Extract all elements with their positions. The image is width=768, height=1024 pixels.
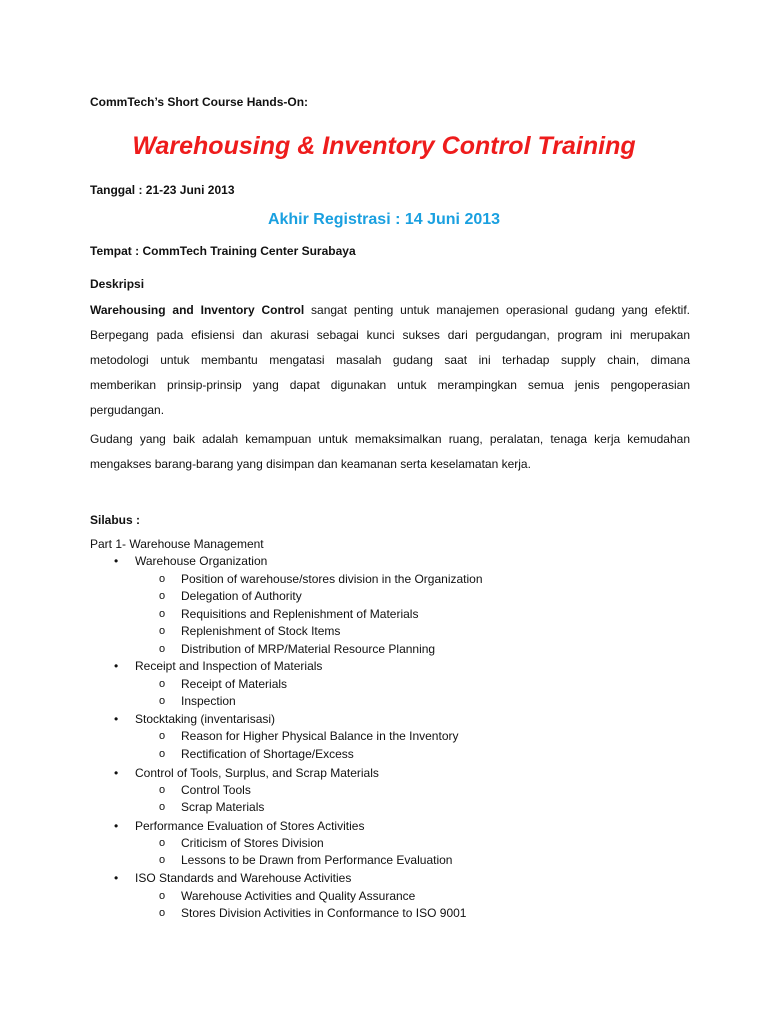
list-item bbox=[159, 782, 251, 799]
topic-label: Receipt and Inspection of Materials bbox=[135, 659, 323, 673]
bullet-icon: • bbox=[114, 659, 119, 673]
description-paragraph-2 bbox=[90, 427, 690, 477]
list-item bbox=[159, 852, 453, 869]
paragraph-line bbox=[90, 298, 690, 323]
subtopic-label: Inspection bbox=[181, 694, 236, 708]
date-line: Tanggal : 21-23 Juni 2013 bbox=[90, 183, 235, 197]
list-item bbox=[159, 888, 416, 905]
list-item bbox=[159, 693, 236, 710]
bullet-icon: • bbox=[114, 871, 119, 885]
list-item bbox=[114, 818, 365, 835]
subtopic-label: Position of warehouse/stores division in the Organization bbox=[181, 572, 483, 586]
syllabus-heading: Silabus : bbox=[90, 513, 141, 527]
list-item bbox=[114, 658, 323, 675]
course-line: CommTech’s Short Course Hands-On: bbox=[90, 95, 309, 109]
paragraph-line: Gudang yang baik adalah kemampuan untuk memaksimalkan ruang, peralatan, tenaga kerja kemudahan bbox=[90, 432, 690, 446]
list-item bbox=[159, 623, 341, 640]
bullet-icon: • bbox=[114, 554, 119, 568]
paragraph-line: pergudangan. bbox=[90, 403, 165, 417]
circle-bullet-icon: o bbox=[159, 625, 166, 637]
subtopic-label: Reason for Higher Physical Balance in the Inventory bbox=[181, 729, 459, 743]
circle-bullet-icon: o bbox=[159, 890, 166, 902]
circle-bullet-icon: o bbox=[159, 590, 166, 602]
description-paragraph-1 bbox=[90, 298, 690, 423]
list-item bbox=[159, 571, 483, 588]
circle-bullet-icon: o bbox=[159, 678, 166, 690]
list-item bbox=[114, 711, 276, 728]
subtopic-label: Delegation of Authority bbox=[181, 589, 302, 603]
list-item bbox=[114, 870, 352, 887]
paragraph-line: Berpegang pada efisiensi dan akurasi sebagai kunci sukses dari pergudangan, program ini merupakan bbox=[90, 328, 690, 342]
registration-deadline: Akhir Registrasi : 14 Juni 2013 bbox=[267, 211, 501, 228]
circle-bullet-icon: o bbox=[159, 608, 166, 620]
topic-label: Control of Tools, Surplus, and Scrap Materials bbox=[135, 766, 379, 780]
description-heading: Deskripsi bbox=[90, 277, 145, 291]
subtopic-label: Scrap Materials bbox=[181, 800, 265, 814]
course-name-bold: Warehousing and Inventory Control bbox=[90, 303, 305, 317]
subtopic-label: Control Tools bbox=[181, 783, 251, 797]
page-title: Warehousing & Inventory Control Training bbox=[132, 132, 636, 160]
circle-bullet-icon: o bbox=[159, 730, 166, 742]
list-item bbox=[159, 835, 324, 852]
circle-bullet-icon: o bbox=[159, 695, 166, 707]
list-item bbox=[159, 728, 459, 745]
subtopic-label: Warehouse Activities and Quality Assurance bbox=[181, 889, 416, 903]
subtopic-label: Stores Division Activities in Conformance to ISO 9001 bbox=[181, 906, 467, 920]
topic-label: Stocktaking (inventarisasi) bbox=[135, 712, 276, 726]
circle-bullet-icon: o bbox=[159, 801, 166, 813]
subtopic-label: Receipt of Materials bbox=[181, 677, 288, 691]
topic-label: ISO Standards and Warehouse Activities bbox=[135, 871, 352, 885]
list-item bbox=[159, 588, 302, 605]
circle-bullet-icon: o bbox=[159, 907, 166, 919]
subtopic-label: Requisitions and Replenishment of Materials bbox=[181, 607, 419, 621]
circle-bullet-icon: o bbox=[159, 784, 166, 796]
paragraph-text: sangat penting untuk manajemen operasional gudang yang efektif. bbox=[304, 303, 690, 317]
subtopic-label: Replenishment of Stock Items bbox=[181, 624, 341, 638]
list-item bbox=[159, 799, 265, 816]
subtopic-label: Rectification of Shortage/Excess bbox=[181, 747, 354, 761]
circle-bullet-icon: o bbox=[159, 748, 166, 760]
subtopic-label: Criticism of Stores Division bbox=[181, 836, 324, 850]
paragraph-line: mengakses barang-barang yang disimpan dan keamanan serta keselamatan kerja. bbox=[90, 457, 531, 471]
subtopic-label: Lessons to be Drawn from Performance Evaluation bbox=[181, 853, 453, 867]
bullet-icon: • bbox=[114, 819, 119, 833]
list-item bbox=[114, 553, 268, 570]
circle-bullet-icon: o bbox=[159, 854, 166, 866]
topic-label: Performance Evaluation of Stores Activities bbox=[135, 819, 365, 833]
list-item bbox=[159, 905, 467, 922]
circle-bullet-icon: o bbox=[159, 643, 166, 655]
list-item bbox=[159, 606, 419, 623]
topic-label: Warehouse Organization bbox=[135, 554, 268, 568]
part1-title: Part 1- Warehouse Management bbox=[90, 537, 264, 551]
list-item bbox=[159, 746, 354, 763]
bullet-icon: • bbox=[114, 712, 119, 726]
circle-bullet-icon: o bbox=[159, 837, 166, 849]
list-item bbox=[159, 676, 288, 693]
paragraph-line: memberikan prinsip-prinsip yang dapat digunakan untuk merampingkan semua jenis pengoperasian bbox=[90, 378, 690, 392]
circle-bullet-icon: o bbox=[159, 573, 166, 585]
paragraph-line: metodologi untuk membantu mengatasi masalah gudang saat ini terhadap supply chain, dimana bbox=[90, 353, 690, 367]
bullet-icon: • bbox=[114, 766, 119, 780]
list-item bbox=[114, 765, 379, 782]
list-item bbox=[159, 641, 436, 658]
venue-line: Tempat : CommTech Training Center Surabaya bbox=[90, 244, 356, 258]
subtopic-label: Distribution of MRP/Material Resource Planning bbox=[181, 642, 436, 656]
